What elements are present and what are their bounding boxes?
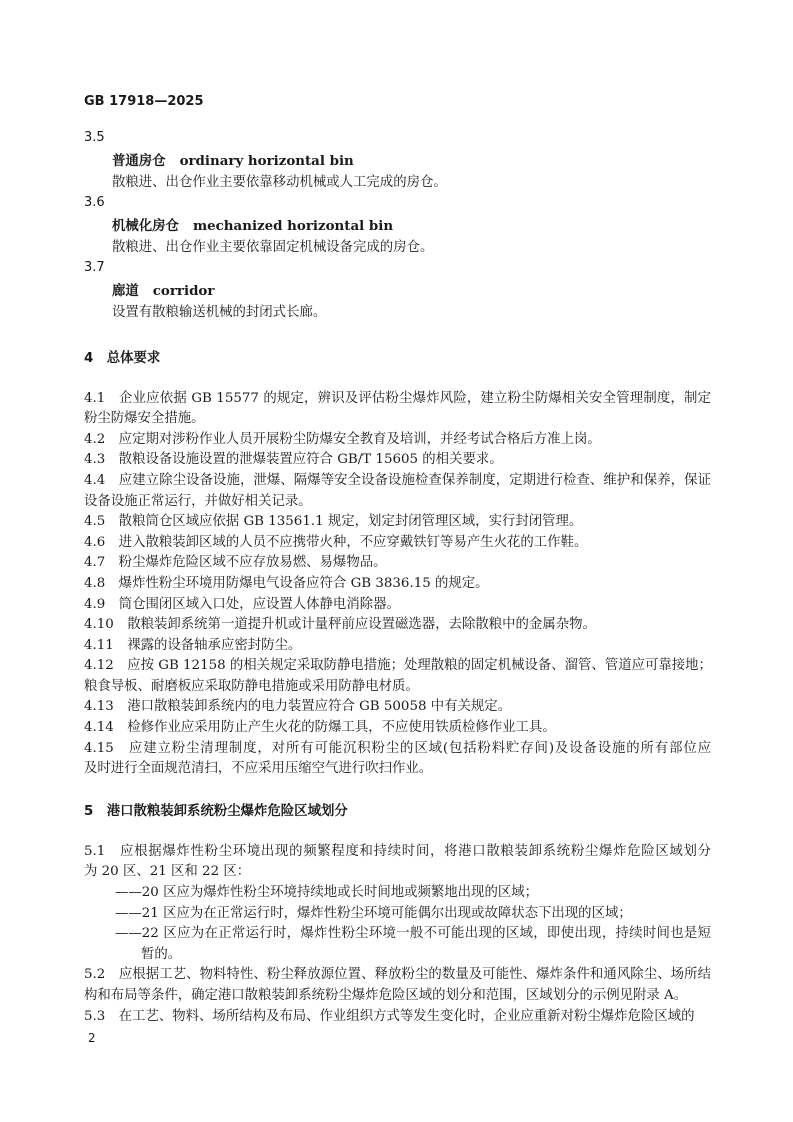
clause-line: 为 20 区、21 区和 22 区：	[84, 864, 251, 880]
clause-line: 4.9 筒仓围闭区域入口处，应设置人体静电消除器。	[84, 596, 400, 612]
clause-line: 构和布局等条件，确定港口散粮装卸系统粉尘爆炸危险区域的划分和范围，区域划分的示例见附录 A。	[84, 988, 688, 1003]
term-english: mechanized horizontal bin	[192, 217, 394, 234]
clause-line: 4.7 粉尘爆炸危险区域不应存放易燃、易爆物品。	[84, 555, 387, 571]
clause-line: 设备设施正常运行，并做好相关记录。	[84, 493, 312, 509]
term-definition: 设置有散粮输送机械的封闭式长廊。	[112, 304, 327, 320]
clause-line: 及时进行全面规范清扫，不应采用压缩空气进行吹扫作业。	[84, 761, 433, 777]
dash-list-item-line: ——21 区应为在正常运行时，爆炸性粉尘环境可能偶尔出现或故障状态下出现的区域；	[115, 905, 632, 921]
clause-line: 4.12 应按 GB 12158 的相关规定采取防静电措施；处理散粮的固定机械设备、溜管、管道应可靠接地；	[84, 658, 712, 674]
term-definition: 散粮进、出仓作业主要依靠固定机械设备完成的房仓。	[112, 239, 434, 255]
clause-line: 4.5 散粮筒仓区域应依据 GB 13561.1 规定，划定封闭管理区域，实行封闭管理。	[84, 514, 583, 530]
clause-line: 4.4 应建立除尘设备设施，泄爆、隔爆等安全设备设施检查保养制度，定期进行检查、维护和保养，保证	[84, 472, 711, 488]
term-english: ordinary horizontal bin	[179, 152, 354, 169]
section-5-heading: 5 港口散粮装卸系统粉尘爆炸危险区域划分	[84, 803, 348, 819]
section-4-clauses	[84, 389, 711, 780]
term-chinese: 普通房仓	[112, 152, 166, 169]
term-title	[84, 149, 711, 173]
term-number: 3.5	[84, 130, 105, 145]
clause-line: 4.10 散粮装卸系统第一道提升机或计量秤前应设置磁选器，去除散粮中的金属杂物。	[84, 617, 596, 633]
clause-line: 4.13 港口散粮装卸系统内的电力装置应符合 GB 50058 中有关规定。	[84, 699, 512, 715]
document-page	[84, 92, 711, 1027]
dash-list-item-line: ——22 区应为在正常运行时，爆炸性粉尘环境一般不可能出现的区域，即使出现，持续时间也是短	[115, 926, 711, 942]
term-chinese: 廊道	[112, 282, 139, 299]
term-english: corridor	[152, 282, 215, 299]
clause-line: 4.3 散粮设备设施设置的泄爆装置应符合 GB/T 15605 的相关要求。	[84, 452, 503, 468]
clause-line: 4.11 裸露的设备轴承应密封防尘。	[84, 637, 302, 653]
dash-list-item-line: 暂的。	[141, 946, 182, 962]
clause-line: 4.8 爆炸性粉尘环境用防爆电气设备应符合 GB 3836.15 的规定。	[84, 575, 489, 591]
standard-number-header: GB 17918—2025	[84, 94, 204, 109]
term-number: 3.7	[84, 260, 105, 276]
clause-line: 4.14 检修作业应采用防止产生火花的防爆工具，不应使用铁质检修作业工具。	[84, 720, 556, 736]
clause-line: 4.2 应定期对涉粉作业人员开展粉尘防爆安全教育及培训，并经考试合格后方准上岗。	[84, 431, 601, 447]
section-5-clauses	[84, 842, 711, 1027]
clause-line: 4.15 应建立粉尘清理制度，对所有可能沉积粉尘的区域(包括粉料贮存间)及设备设施的所有部位应	[84, 740, 711, 756]
page-number: 2	[88, 1031, 96, 1045]
dash-list-item-line: ——20 区应为爆炸性粉尘环境持续地或长时间地或频繁地出现的区域；	[115, 885, 539, 901]
clause-line: 粉尘防爆安全措施。	[84, 411, 205, 427]
term-title	[84, 214, 711, 238]
section-4-heading: 4 总体要求	[84, 350, 161, 366]
term-number: 3.6	[84, 195, 105, 211]
clause-line: 粮食导板、耐磨板应采取防静电措施或采用防静电材质。	[84, 678, 419, 694]
clause-line: 4.6 进入散粮装卸区域的人员不应携带火种，不应穿戴铁钉等易产生火花的工作鞋。	[84, 534, 588, 550]
terms-list	[84, 128, 711, 324]
term-title	[84, 279, 711, 303]
clause-line: 5.2 应根据工艺、物料特性、粉尘释放源位置、释放粉尘的数量及可能性、爆炸条件和通风除尘、场所结	[84, 967, 711, 983]
term-definition: 散粮进、出仓作业主要依靠移动机械或人工完成的房仓。	[112, 174, 447, 190]
term-chinese: 机械化房仓	[112, 217, 179, 234]
clause-line: 5.1 应根据爆炸性粉尘环境出现的频繁程度和持续时间，将港口散粮装卸系统粉尘爆炸危险区域划分	[84, 843, 711, 859]
clause-line: 5.3 在工艺、物料、场所结构及布局、作业组织方式等发生变化时，企业应重新对粉尘爆炸危险区域的	[84, 1008, 695, 1024]
clause-line: 4.1 企业应依据 GB 15577 的规定，辨识及评估粉尘爆炸风险，建立粉尘防爆相关安全管理制度，制定	[84, 390, 711, 406]
